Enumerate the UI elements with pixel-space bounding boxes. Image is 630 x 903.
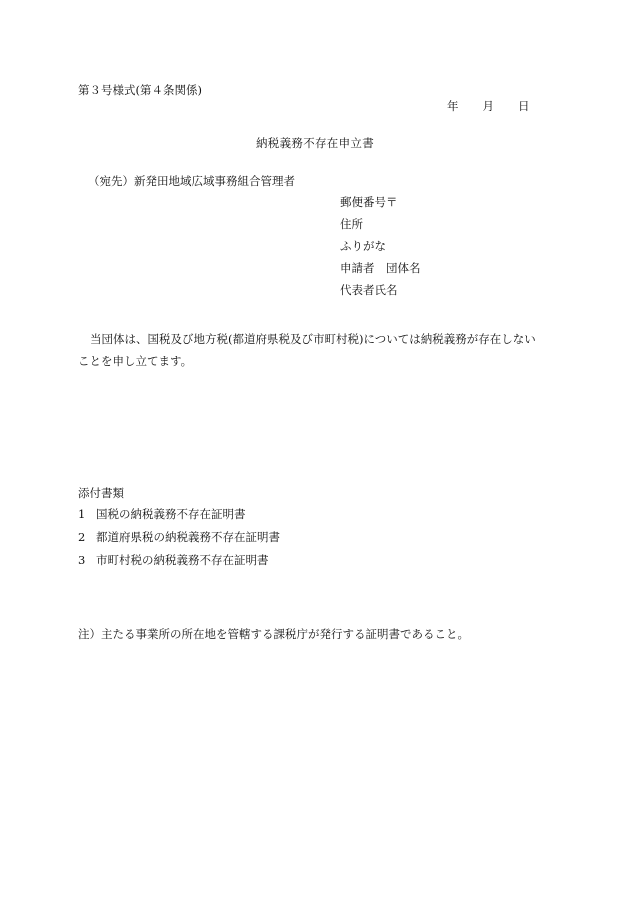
list-item [78, 507, 280, 530]
list-item-number: 3 [78, 553, 86, 567]
attachments-heading: 添付書類 [78, 486, 124, 500]
list-item [78, 530, 280, 553]
applicant-block [340, 195, 421, 305]
declaration-line-1: 当団体は、国税及び地方税(都道府県税及び市町村税)については納税義務が存在しない [90, 332, 536, 346]
addressee: （宛先）新発田地域広域事務組合管理者 [88, 174, 295, 188]
list-item-text: 都道府県税の納税義務不存在証明書 [96, 530, 280, 544]
note: 注）主たる事業所の所在地を管轄する課税庁が発行する証明書であること。 [78, 627, 469, 641]
date-line [447, 99, 530, 113]
list-item-text: 国税の納税義務不存在証明書 [96, 507, 246, 521]
list-item [78, 553, 280, 576]
form-number: 第３号様式(第４条関係) [78, 83, 202, 97]
date-month: 月 [482, 99, 494, 113]
declaration-line-2: ことを申し立てます。 [78, 354, 193, 368]
date-day: 日 [518, 99, 530, 113]
document-title: 納税義務不存在申立書 [256, 136, 374, 150]
furigana-label: ふりがな [340, 239, 386, 253]
declaration-text [78, 328, 560, 372]
attachments-list [78, 507, 280, 576]
postal-code-label: 郵便番号〒 [340, 195, 398, 209]
list-item-text: 市町村税の納税義務不存在証明書 [96, 553, 269, 567]
date-year: 年 [447, 99, 459, 113]
address-label: 住所 [340, 217, 363, 231]
representative-label: 代表者氏名 [340, 283, 398, 297]
list-item-number: 1 [78, 507, 86, 521]
organization-label: 申請者 団体名 [340, 261, 421, 275]
list-item-number: 2 [78, 530, 86, 544]
